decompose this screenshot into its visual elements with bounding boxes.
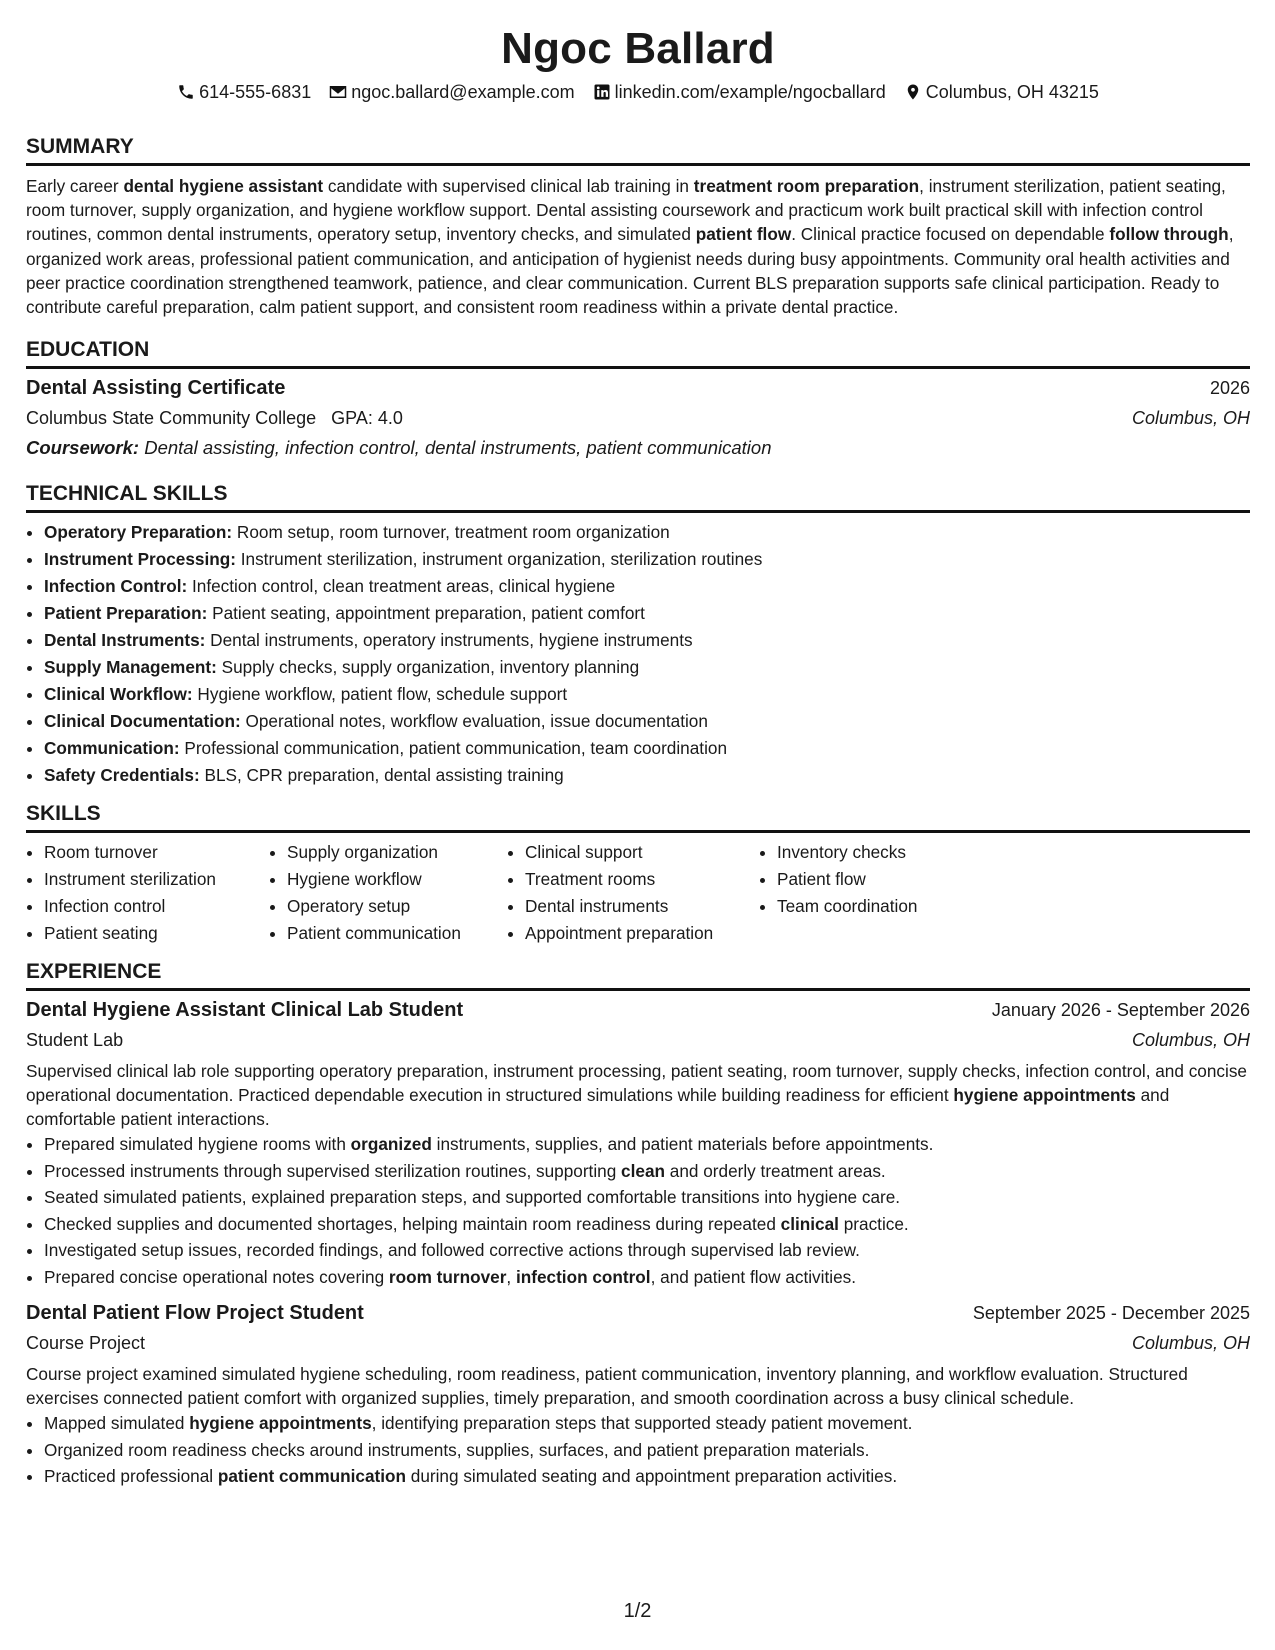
job-bullet <box>44 1437 1250 1464</box>
skill-item: • Appointment preparation <box>525 920 759 947</box>
map-pin-icon <box>904 83 922 101</box>
bullet-text: Prepared simulated hygiene rooms with <box>44 1134 351 1155</box>
technical-skill-item <box>44 708 1250 735</box>
experience-entry <box>26 1298 1250 1490</box>
job-bullet <box>44 1158 1250 1185</box>
skill-category: Clinical Workflow: <box>44 684 193 705</box>
job-dates: January 2026 - September 2026 <box>991 1000 1250 1021</box>
summary-text: candidate with supervised clinical lab training in <box>323 176 694 196</box>
linkedin-icon <box>593 83 611 101</box>
job-location: Columbus, OH <box>1131 1030 1250 1051</box>
skills-heading: SKILLS <box>26 801 1250 833</box>
experience-list <box>26 995 1250 1490</box>
coursework-label: Coursework: <box>26 437 140 459</box>
organization: Student Lab <box>26 1030 124 1051</box>
skill-item: • Patient communication <box>287 920 507 947</box>
job-bullet <box>44 1410 1250 1437</box>
skill-item: • Treatment rooms <box>525 866 759 893</box>
bullet-emphasis: patient communication <box>217 1466 406 1487</box>
email-text[interactable]: ngoc.ballard@example.com <box>351 82 575 102</box>
bullet-text: Practiced professional <box>44 1466 218 1487</box>
bullet-emphasis: infection control <box>515 1266 651 1287</box>
skill-detail: Operational notes, workflow evaluation, issue documentation <box>240 711 708 732</box>
description-text: Supervised clinical lab role supporting operatory preparation, instrument processing, patient seating, room turnover, supply checks, infection control, and concise operational documentation. Practiced dependable execution in structured simulations while building readiness for efficient <box>26 1061 1247 1106</box>
skill-category: Communication: <box>44 738 180 759</box>
school-line <box>26 403 403 433</box>
job-bullet <box>44 1264 1250 1291</box>
skills-column <box>26 839 269 947</box>
technical-skill-item <box>44 762 1250 789</box>
bullet-emphasis: room turnover <box>388 1266 507 1287</box>
linkedin-text[interactable]: linkedin.com/example/ngocballard <box>614 82 886 102</box>
location-text: Columbus, OH 43215 <box>925 82 1099 102</box>
bullet-text: Investigated setup issues, recorded findings, and followed corrective actions through supervised lab review. <box>44 1240 860 1261</box>
coursework-line <box>26 433 1250 463</box>
job-title: Dental Hygiene Assistant Clinical Lab Student <box>26 999 464 1022</box>
technical-skill-item <box>44 519 1250 546</box>
bullet-text: , <box>506 1266 516 1287</box>
skill-category: Clinical Documentation: <box>44 711 241 732</box>
skill-item: • Room turnover <box>44 839 269 866</box>
candidate-name: Ngoc Ballard <box>501 24 775 73</box>
technical-skills-heading: TECHNICAL SKILLS <box>26 481 1250 513</box>
skill-detail: Instrument sterilization, instrument organization, sterilization routines <box>235 549 763 570</box>
contact-phone <box>177 80 311 104</box>
job-bullets <box>26 1131 1250 1290</box>
job-dates: September 2025 - December 2025 <box>972 1303 1250 1324</box>
contact-linkedin[interactable] <box>593 80 886 104</box>
bullet-text: practice. <box>838 1213 909 1234</box>
bullet-text: instruments, supplies, and patient materials before appointments. <box>431 1134 934 1155</box>
skill-detail: Professional communication, patient communication, team coordination <box>179 738 728 759</box>
technical-skill-item <box>44 654 1250 681</box>
skill-item: • Operatory setup <box>287 893 507 920</box>
skill-category: Safety Credentials: <box>44 765 200 786</box>
skill-category: Supply Management: <box>44 657 217 678</box>
skill-item: • Dental instruments <box>525 893 759 920</box>
education-entry <box>26 373 1250 463</box>
technical-skill-item <box>44 735 1250 762</box>
skills-column <box>759 839 999 947</box>
experience-entry <box>26 995 1250 1290</box>
job-bullet <box>44 1237 1250 1264</box>
education-year: 2026 <box>1209 378 1250 399</box>
skill-category: Patient Preparation: <box>44 603 208 624</box>
job-bullet <box>44 1211 1250 1238</box>
coursework-text: Dental assisting, infection control, dental instruments, patient communication <box>139 437 772 459</box>
summary-emphasis: treatment room preparation <box>693 176 920 196</box>
skill-item: • Patient flow <box>777 866 999 893</box>
education-heading: EDUCATION <box>26 337 1250 369</box>
contact-line <box>26 80 1250 104</box>
job-bullet <box>44 1131 1250 1158</box>
bullet-text: Prepared concise operational notes covering <box>44 1266 389 1287</box>
skills-column <box>269 839 507 947</box>
summary-text: , organized work areas, professional patient communication, and anticipation of hygienist needs during busy appointments. Community oral health activities and peer practice coordination strengthened teamwork, patience, and clear communication. Current BLS preparation supports safe clinical participation. Ready to contribute careful preparation, calm patient support, and consistent room readiness within a private dental practice. <box>26 224 1234 318</box>
bullet-text: Seated simulated patients, explained preparation steps, and supported comfortable transitions into hygiene care. <box>44 1187 901 1208</box>
skill-detail: Supply checks, supply organization, inventory planning <box>216 657 640 678</box>
technical-skills-list <box>26 519 1250 789</box>
technical-skill-item <box>44 600 1250 627</box>
job-bullet <box>44 1463 1250 1490</box>
bullet-emphasis: clean <box>621 1160 665 1181</box>
organization: Course Project <box>26 1333 146 1354</box>
skill-item: • Clinical support <box>525 839 759 866</box>
job-location: Columbus, OH <box>1131 1333 1250 1354</box>
skill-item: • Team coordination <box>777 893 999 920</box>
bullet-text: Organized room readiness checks around instruments, supplies, surfaces, and patient preparation materials. <box>44 1439 870 1460</box>
description-text: and comfortable patient interactions. <box>26 1085 1170 1130</box>
bullet-text: Processed instruments through supervised sterilization routines, supporting <box>44 1160 622 1181</box>
skill-item: • Instrument sterilization <box>44 866 269 893</box>
summary-text: , instrument sterilization, patient seating, room turnover, supply organization, and hygiene workflow support. Dental assisting coursework and practicum work built practical skill with infection control routines, common dental instruments, operatory setup, inventory checks, and simulated <box>26 176 1226 245</box>
phone-icon <box>177 83 195 101</box>
phone-text: 614-555-6831 <box>199 82 312 102</box>
page-number: 1/2 <box>623 1600 652 1622</box>
summary-text: Early career <box>26 176 124 196</box>
experience-heading: EXPERIENCE <box>26 959 1250 991</box>
skill-detail: Dental instruments, operatory instruments, hygiene instruments <box>205 630 693 651</box>
degree-title: Dental Assisting Certificate <box>26 377 286 400</box>
job-bullet <box>44 1184 1250 1211</box>
skill-detail: BLS, CPR preparation, dental assisting training <box>199 765 564 786</box>
skill-item: • Patient seating <box>44 920 269 947</box>
resume-page <box>26 22 1250 1490</box>
bullet-emphasis: clinical <box>780 1213 839 1234</box>
summary-emphasis: follow through <box>1109 224 1229 245</box>
summary-emphasis: patient flow <box>695 224 792 245</box>
school-name: Columbus State Community College <box>26 408 317 429</box>
skill-category: Infection Control: <box>44 576 188 597</box>
skills-column <box>507 839 759 947</box>
job-description <box>26 1362 1250 1410</box>
skill-detail: Patient seating, appointment preparation, patient comfort <box>207 603 645 624</box>
skill-item: • Supply organization <box>287 839 507 866</box>
description-text: Course project examined simulated hygiene scheduling, room readiness, patient communication, inventory planning, and workflow evaluation. Structured exercises connected patient comfort with organized supplies, timely preparation, and smooth coordination across a busy clinical schedule. <box>26 1364 1188 1409</box>
mail-icon <box>329 83 347 101</box>
technical-skill-item <box>44 546 1250 573</box>
skill-detail: Room setup, room turnover, treatment room organization <box>232 522 670 543</box>
technical-skill-item <box>44 627 1250 654</box>
bullet-text: , identifying preparation steps that supported steady patient movement. <box>371 1413 913 1434</box>
skill-category: Dental Instruments: <box>44 630 206 651</box>
description-emphasis: hygiene appointments <box>953 1085 1136 1106</box>
summary-heading: SUMMARY <box>26 134 1250 166</box>
job-bullets <box>26 1410 1250 1490</box>
technical-skill-item <box>44 573 1250 600</box>
skill-item: • Infection control <box>44 893 269 920</box>
skill-category: Instrument Processing: <box>44 549 236 570</box>
gpa: GPA: 4.0 <box>331 408 403 429</box>
bullet-text: Checked supplies and documented shortages, helping maintain room readiness during repeated <box>44 1213 781 1234</box>
skill-detail: Hygiene workflow, patient flow, schedule support <box>192 684 568 705</box>
summary-text: . Clinical practice focused on dependable <box>791 224 1110 245</box>
skill-detail: Infection control, clean treatment areas, clinical hygiene <box>187 576 616 597</box>
job-title: Dental Patient Flow Project Student <box>26 1302 364 1325</box>
contact-location <box>904 80 1099 104</box>
summary-text <box>26 174 1250 319</box>
skill-item: • Hygiene workflow <box>287 866 507 893</box>
summary-emphasis: dental hygiene assistant <box>123 176 324 196</box>
contact-email[interactable] <box>329 80 574 104</box>
skill-category: Operatory Preparation: <box>44 522 233 543</box>
bullet-text: Mapped simulated <box>44 1413 190 1434</box>
bullet-text: and orderly treatment areas. <box>665 1160 886 1181</box>
technical-skill-item <box>44 681 1250 708</box>
skills-grid <box>26 839 1250 947</box>
skill-item: • Inventory checks <box>777 839 999 866</box>
job-description <box>26 1059 1250 1131</box>
bullet-emphasis: hygiene appointments <box>189 1413 372 1434</box>
education-location: Columbus, OH <box>1131 408 1250 429</box>
bullet-text: , and patient flow activities. <box>650 1266 856 1287</box>
bullet-text: during simulated seating and appointment preparation activities. <box>406 1466 898 1487</box>
bullet-emphasis: organized <box>350 1134 432 1155</box>
